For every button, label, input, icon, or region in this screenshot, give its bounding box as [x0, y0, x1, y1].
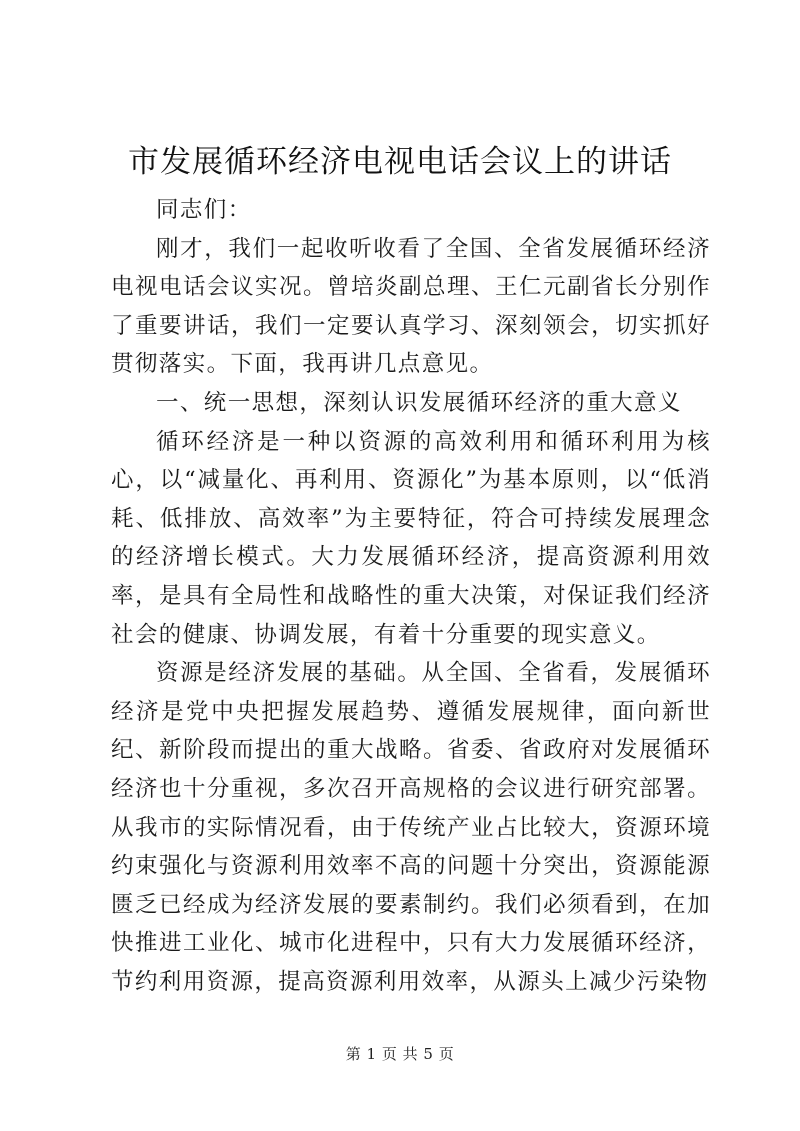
page-number-footer: 第 1 页 共 5 页 [345, 1045, 455, 1063]
document-body [111, 191, 711, 1001]
body-paragraph: 刚才，我们一起收听收看了全国、全省发展循环经济电视电话会议实况。曾培炎副总理、王仁元副省长分别作了重要讲话，我们一定要认真学习、深刻领会，切实抓好贯彻落实。下面，我再讲几点意见。 [111, 235, 711, 378]
body-paragraph: 循环经济是一种以资源的高效利用和循环利用为核心，以“减量化、再利用、资源化”为基本原则，以“低消耗、低排放、高效率”为主要特征，符合可持续发展理念的经济增长模式。大力发展循环经济，提高资源利用效率，是具有全局性和战略性的重大决策，对保证我们经济社会的健康、协调发展，有着十分重要的现实意义。 [111, 428, 711, 648]
document-title: 市发展循环经济电视电话会议上的讲话 [128, 144, 672, 180]
salutation-paragraph: 同志们： [156, 197, 252, 223]
section-heading: 一、统一思想，深刻认识发展循环经济的重大意义 [156, 389, 682, 416]
body-paragraph: 资源是经济发展的基础。从全国、全省看，发展循环经济是党中央把握发展趋势、遵循发展规律，面向新世纪、新阶段而提出的重大战略。省委、省政府对发展循环经济也十分重视，多次召开高规格的会议进行研究部署。从我市的实际情况看，由于传统产业占比较大，资源环境约束强化与资源利用效率不高的问题十分突出，资源能源匮乏已经成为经济发展的要素制约。我们必须看到，在加快推进工业化、城市化进程中，只有大力发展循环经济，节约利用资源，提高资源利用效率，从源头上减少污染物 [111, 660, 711, 995]
